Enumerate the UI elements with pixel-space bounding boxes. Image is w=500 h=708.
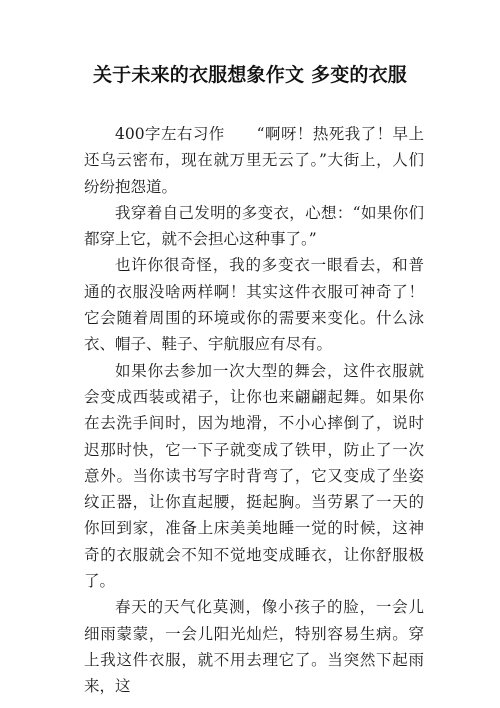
document-title: 关于未来的衣服想象作文 多变的衣服 bbox=[92, 64, 408, 86]
document-body bbox=[84, 121, 424, 700]
paragraph-1: 400字左右习作 “啊呀！热死我了！早上还乌云密布，现在就万里无云了。”大街上，人们纷纷抱怨道。 bbox=[84, 125, 424, 196]
paragraph-5: 春天的天气化莫测，像小孩子的脸，一会儿细雨蒙蒙，一会儿阳光灿烂，特别容易生病。穿上我这件衣服，就不用去理它了。当突然下起雨来，这 bbox=[84, 598, 424, 696]
paragraph-2: 我穿着自己发明的多变衣，心想：“如果你们都穿上它，就不会担心这种事了。” bbox=[84, 203, 424, 249]
paragraph-4: 如果你去参加一次大型的舞会，这件衣服就会变成西装或裙子，让你也来翩翩起舞。如果你在去洗手间时，因为地滑，不小心摔倒了，说时迟那时快，它一下子就变成了铁甲，防止了一次意外。当你读书写字时背弯了，它又变成了坐姿纹正器，让你直起腰，挺起胸。当劳累了一天的你回到家，准备上床美美地睡一觉的时候，这神奇的衣服就会不知不觉地变成睡衣，让你舒服极了。 bbox=[84, 361, 424, 591]
paragraph-3: 也许你很奇怪，我的多变衣一眼看去，和普通的衣服没啥两样啊！其实这件衣服可神奇了！它会随着周围的环境或你的需要来变化。什么泳衣、帽子、鞋子、宇航服应有尽有。 bbox=[84, 256, 424, 354]
